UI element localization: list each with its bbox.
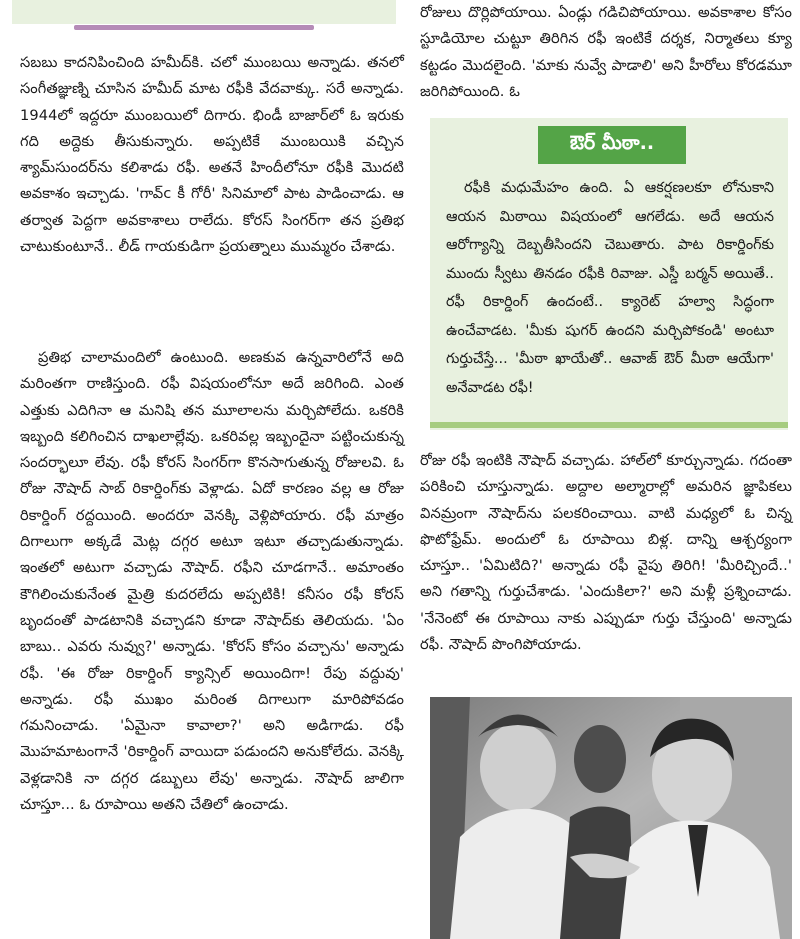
right-paragraph-bottom: రోజు రఫీ ఇంటికి నౌషాద్ వచ్చాడు. హాల్‌లో కూర్చున్నాడు. గదంతా పరికించి చూస్తున్నాడు. అద్దాల అల్మారాల్లో అమరిన జ్ఞాపికలు వినమ్రంగా నౌషాద్‌ను పలకరించాయి. వాటి మధ్యలో ఓ చిన్న ఫొటోఫ్రేమ్. అందులో ఓ రూపాయి బిళ్ల. దాన్ని ఆశ్చర్యంగా చూస్తూ.. 'ఏమిటిది?' అన్నాడు రఫీ వైపు తిరిగి! 'మీరిచ్చిందే..' అని గతాన్ని గుర్తుచేశాడు. 'ఎందుకిలా?' అని మళ్లీ ప్రశ్నించాడు. 'నేనెంటో ఈ రూపాయి నాకు ఎప్పుడూ గుర్తు చేస్తుంది' అన్నాడు రఫీ. నౌషాద్ పొంగిపోయాడు. — [420, 452, 792, 654]
photo-illustration — [430, 697, 792, 939]
photo-rafi-naushad — [430, 697, 792, 939]
left-paragraph-2: ప్రతిభ చాలామందిలో ఉంటుంది. అణకువ ఉన్నవారిలోనే అది మరింతగా రాణిస్తుంది. రఫీ విషయంలోనూ అదే జరిగింది. ఎంత ఎత్తుకు ఎదిగినా ఆ మనిషి తన మూలాలను మర్చిపోలేదు. ఒకరికి ఇబ్బంది కలిగించిన దాఖలాల్లేవు. ఒకరివల్ల ఇబ్బందైనా పట్టించుకున్న సందర్భాలూ లేవు. రఫీ కోరస్ సింగర్‌గా కొనసాగుతున్న రోజులవి. ఓ రోజు నౌషాద్ సాబ్ రికార్డింగ్‌కు వెళ్లాడు. ఏదో కారణం వల్ల ఆ రోజు రికార్డింగ్ రద్దయింది. అందరూ వెనక్కి వెళ్లిపోయారు. రఫీ మాత్రం దిగాలుగా అక్కడే మెట్ల దగ్గర అటూ ఇటూ తచ్చాడుతున్నాడు. ఇంతలో అటుగా వచ్చాడు నౌషాద్. రఫీని చూడగానే.. అమాంతం కౌగిలించుకునేంత మైత్రి కుదరలేదు అప్పటికి! కనీసం రఫీ కోరస్ బృందంతో పాడటానికి వచ్చాడని కూడా నౌషాద్‌కు తెలియదు. 'ఏం బాబు.. ఎవరు నువ్వు?' అన్నాడు. 'కోరస్ కోసం వచ్చాను' అన్నాడు రఫీ. 'ఈ రోజు రికార్డింగ్ క్యాన్సిల్ అయిందిగా! రేపు వద్దువు' అన్నాడు. రఫీ ముఖం మరింత దిగాలుగా మారిపోవడం గమనించాడు. 'ఏమైనా కావాలా?' అని అడిగాడు. రఫీ మొహమాటంగానే 'రికార్డింగ్ వాయిదా పడుందని అనుకోలేదు. వెనక్కి వెళ్లడానికి నా దగ్గర డబ్బులు లేవు' అన్నాడు. నౌషాద్ జాలిగా చూస్తూ... ఓ రూపాయి అతని చేతిలో ఉంచాడు. — [20, 349, 404, 814]
left-column — [20, 0, 404, 939]
sidebar-title: ఔర్ మీఠా.. — [538, 126, 686, 164]
right-column — [420, 0, 792, 939]
right-paragraph-top: రోజులు దొర్లిపోయాయి. ఏండ్లు గడిచిపోయాయి. అవకాశాల కోసం స్టూడియోల చుట్టూ తిరిగిన రఫీ ఇంటికే దర్శక, నిర్మాతలు క్యూ కట్టడం మొదలైంది. 'మాకు నువ్వే పాడాలి' అని హీరోలు కోరడమూ జరిగిపోయింది. ఓ — [420, 4, 792, 100]
left-paragraph-1: సబబు కాదనిపించింది హమీద్‌కి. చలో ముంబయి అన్నాడు. తనలో సంగీతజ్ఞుణ్ని చూసిన హమీద్ మాట రఫీకి వేదవాక్కు. సరే అన్నాడు. 1944లో ఇద్దరూ ముంబయిలో దిగారు. భిండీ బాజార్‌లో ఓ ఇరుకు గది అద్దెకు తీసుకున్నారు. అప్పటికే ముంబయికి వచ్చిన శ్యామ్‌సుందర్‌ను కలిశాడు రఫీ. అతనే హిందీలోనూ రఫీకి మొదటి అవకాశం ఇచ్చాడు. 'గావ్‌c కీ గోరీ' సినిమాలో పాట పాడించాడు. ఆ తర్వాత పెద్దగా అవకాశాలు రాలేదు. కోరస్ సింగర్‌గా తన ప్రతిభ చాటుకుంటూనే.. లీడ్ గాయకుడిగా ప్రయత్నాలు ముమ్మరం చేశాడు. — [20, 54, 404, 256]
sidebar-text: రఫీకి మధుమేహం ఉంది. ఏ ఆకర్షణలకూ లోనుకాని ఆయన మిఠాయి విషయంలో ఆగలేడు. అదే ఆయన ఆరోగ్యాన్ని దెబ్బతీసిందని చెబుతారు. పాట రికార్డింగ్‌కు ముందు స్వీటు తినడం రఫీకి రివాజు. ఎస్డీ బర్మన్ అయితే.. రఫీ రికార్డింగ్ ఉందంటే.. క్యారెట్ హల్వా సిద్ధంగా ఉంచేవాడట. 'మీకు షుగర్ ఉందని మర్చిపోకండి' అంటూ గుర్తుచేస్తే... 'మీఠా ఖాయేతో.. ఆవాజ్ ఔర్ మీఠా ఆయేగా' అనేవాడట రఫీ! — [446, 180, 774, 396]
sidebar-bottom-rule — [430, 422, 788, 428]
sidebar-box — [430, 118, 788, 430]
